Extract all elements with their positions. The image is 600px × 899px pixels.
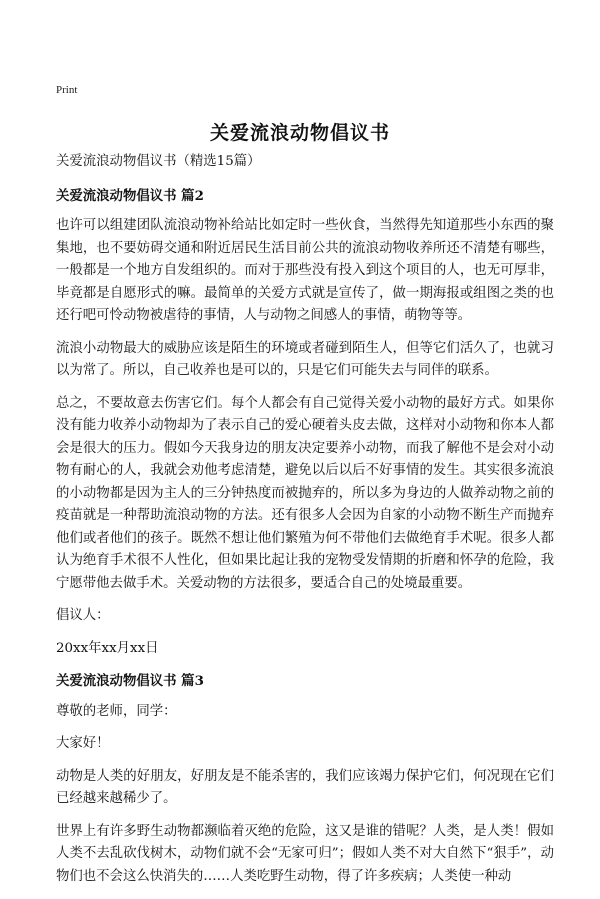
document-subtitle: 关爱流浪动物倡议书（精选15篇） xyxy=(56,154,261,169)
greeting: 大家好！ xyxy=(56,736,110,751)
section-heading: 关爱流浪动物倡议书 篇2 xyxy=(56,187,204,204)
paragraph: 世界上有许多野生动物都濒临着灭绝的危险，这又是谁的错呢？人类，是人类！假如人类不去乱砍伐树木，动物们就不会“无家可归”；假如人类不对大自然下“狠手”，动物们也不会这么快消失的……人类吃野生动物，得了许多疾病；人类使一种动 xyxy=(56,823,554,884)
date-line: 20xx年xx月xx日 xyxy=(56,640,159,656)
document-body xyxy=(56,151,554,898)
section-heading: 关爱流浪动物倡议书 篇3 xyxy=(56,673,204,689)
paragraph: 总之，不要故意去伤害它们。每个人都会有自己觉得关爱小动物的最好方式。如果你没有能力收养小动物却为了表示自己的爱心硬着头皮去做，这样对小动物和你本人都会是很大的压力。假如今天我身边的朋友决定要养小动物，而我了解他不是会对小动物有耐心的人，我就会劝他考虑清楚，避免以后以后不好事情的发生。其实很多流浪的小动物都是因为主人的三分钟热度而被抛弃的，所以多为身边的人做养动物之前的疫苗就是一种帮助流浪动物的方法。还有很多人会因为自家的小动物不断生产而抛弃他们或者他们的孩子。既然不想让他们繁殖为何不带他们去做绝育手术呢。很多人都认为绝育手术很不人性化，但如果比起让我的宠物受发情期的折磨和怀孕的危险，我宁愿带他去做手术。关爱动物的方法很多，要适合自己的处境最重要。 xyxy=(56,395,554,591)
document-title: 关爱流浪动物倡议书 xyxy=(209,122,390,144)
salutation: 尊敬的老师，同学： xyxy=(56,703,177,719)
print-label[interactable]: Print xyxy=(56,84,78,96)
paragraph: 流浪小动物最大的威胁应该是陌生的环境或者碰到陌生人，但等它们活久了，也就习以为常了。所以，自己收养也是可以的，只是它们可能失去与同伴的联系。 xyxy=(56,340,554,378)
paragraph: 动物是人类的好朋友，好朋友是不能杀害的，我们应该竭力保护它们，何况现在它们已经越来越稀少了。 xyxy=(56,768,554,806)
paragraph: 也许可以组建团队流浪动物补给站比如定时一些伙食，当然得先知道那些小东西的聚集地，也不要妨碍交通和附近居民生活目前公共的流浪动物收养所还不清楚有哪些，一般都是一个地方自发组织的。而对于那些没有投入到这个项目的人，也无可厚非，毕竟都是自愿形式的嘛。最简单的关爱方式就是宣传了，做一期海报或组图之类的也还行吧可怜动物被虐待的事情，人与动物之间感人的事情，萌物等等。 xyxy=(56,218,554,323)
signature-label: 倡议人： xyxy=(56,608,110,623)
